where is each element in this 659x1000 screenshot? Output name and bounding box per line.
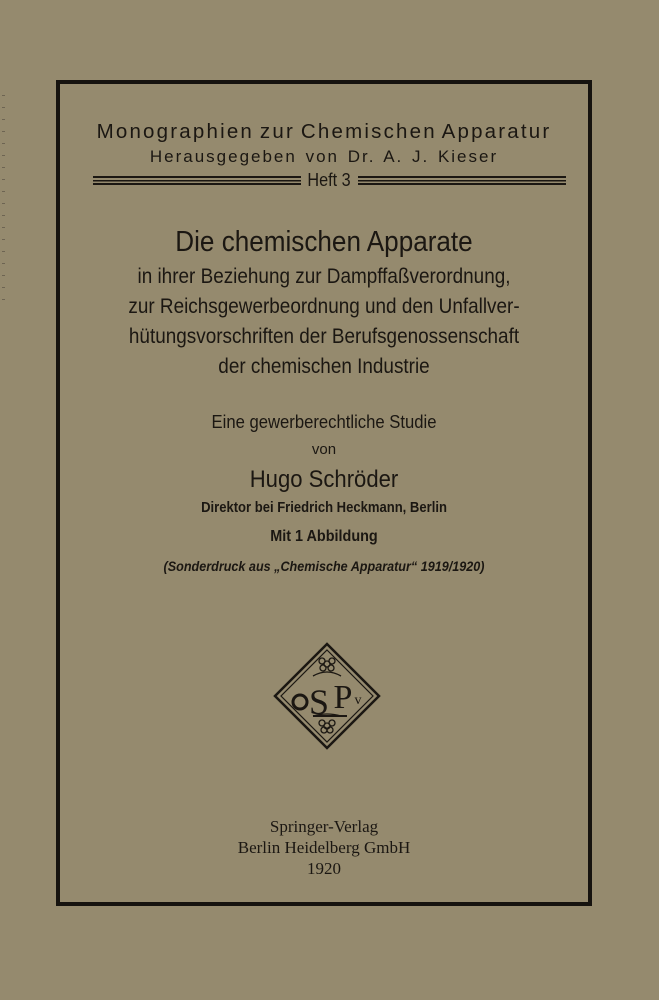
author-name: Hugo Schröder [249, 466, 399, 493]
by-label: von [311, 441, 337, 458]
publisher-location: Berlin Heidelberg GmbH [237, 838, 411, 857]
series-title: Monographien zur Chemischen Apparatur [96, 120, 552, 143]
series-editor: Herausgegeben von Dr. A. J. Kieser [149, 147, 499, 166]
cover-frame [56, 80, 592, 906]
publisher-block [60, 816, 588, 879]
subtitle-line: hütungsvorschriften der Berufsgenossenschaft [128, 324, 520, 348]
svg-text:v: v [354, 693, 362, 708]
subtitle-line: in ihrer Beziehung zur Dampffaßverordnung, [137, 264, 511, 288]
book-title: Die chemischen Apparate [175, 226, 473, 258]
subtitle-line: zur Reichsgewerbeordnung und den Unfallver- [128, 294, 520, 318]
offprint-note: (Sonderdruck aus „Chemische Apparatur“ 1919/1920) [163, 558, 485, 574]
issue-number: Heft 3 [307, 169, 352, 190]
publisher-name: Springer-Verlag [269, 817, 379, 836]
book-subtitle [74, 261, 574, 381]
decorative-rule-left [93, 176, 301, 185]
illustration-count: Mit 1 Abbildung [270, 528, 378, 545]
decorative-rule-right [358, 176, 566, 185]
author-affiliation: Direktor bei Friedrich Heckmann, Berlin [201, 500, 447, 516]
issue-row [93, 168, 566, 192]
subtitle-line: der chemischen Industrie [218, 354, 430, 378]
springer-diamond-logo-icon [273, 642, 381, 750]
svg-text:S: S [308, 682, 330, 722]
publication-year: 1920 [307, 859, 341, 878]
svg-text:P: P [333, 679, 353, 716]
page-edge-marks [2, 95, 5, 305]
study-type: Eine gewerberechtliche Studie [211, 411, 437, 432]
